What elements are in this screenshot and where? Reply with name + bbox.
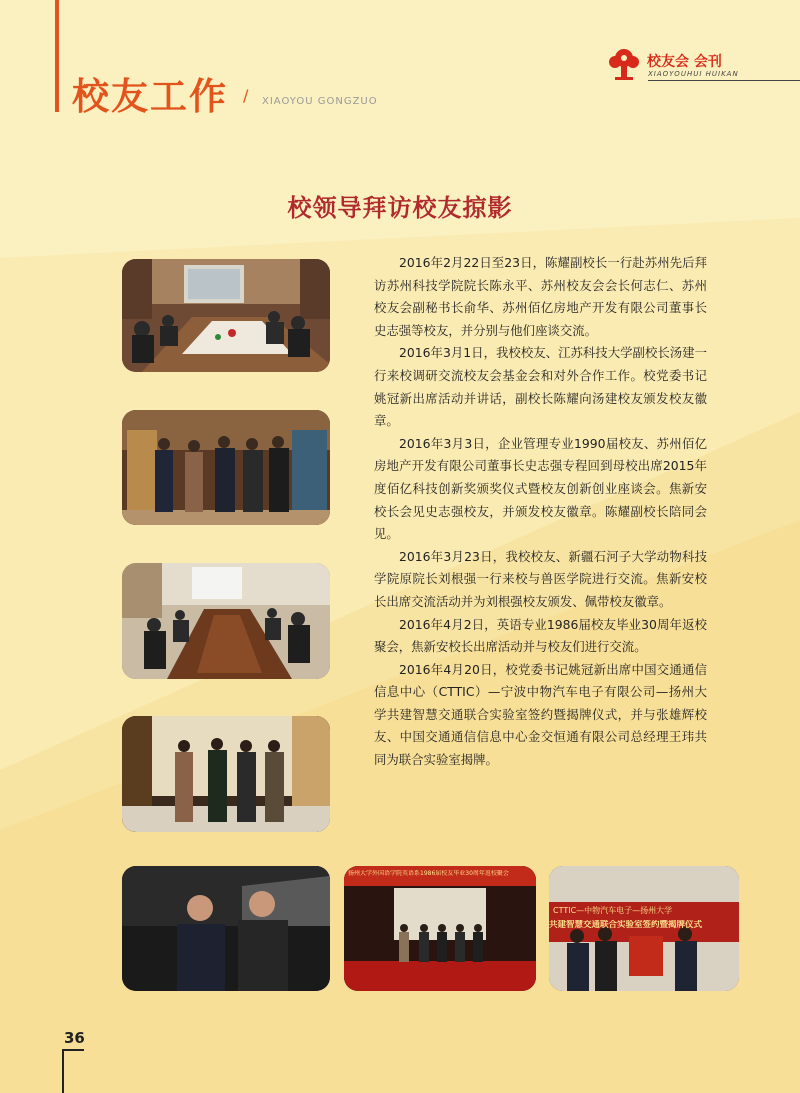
page-number: 36	[64, 1029, 85, 1047]
photo-group-gallery	[122, 410, 330, 525]
paragraph-1: 2016年2月22日至23日，陈耀副校长一行赴苏州先后拜访苏州科技学院院长陈永平、苏州校友会会长何志仁、苏州校友会副秘书长俞华、苏州佰亿房地产开发有限公司董事长史志强等校友，并分别与他们座谈交流。	[374, 255, 707, 338]
paragraph-5: 2016年4月2日，英语专业1986届校友毕业30周年返校聚会，焦新安校长出席活动并与校友们进行交流。	[374, 616, 707, 655]
lab-banner-line1: CTTIC—中物汽车电子—扬州大学	[553, 906, 673, 915]
photo-reunion-stage	[344, 866, 536, 991]
photo-lab-ceremony	[549, 866, 739, 991]
section-slash: /	[243, 86, 249, 105]
section-subtitle: XIAOYOU GONGZUO	[262, 96, 378, 107]
magazine-rule	[648, 80, 800, 81]
paragraph-4: 2016年3月23日，我校校友、新疆石河子大学动物科技学院原院长刘根强一行来校与兽医学院进行交流。焦新安校长出席交流活动并为刘根强校友颁发、佩带校友徽章。	[374, 548, 707, 609]
page-number-rule	[62, 1049, 84, 1051]
header-accent-bar	[55, 0, 59, 112]
photo-meeting-suzhou	[122, 259, 330, 372]
alumni-logo-icon	[605, 47, 643, 81]
photo-conference-table	[122, 563, 330, 679]
photo-group-screen	[122, 716, 330, 832]
section-title: 校友工作	[72, 75, 228, 118]
paragraph-2: 2016年3月1日，我校校友、江苏科技大学副校长汤建一行来校调研交流校友会基金会和对外合作工作。校党委书记姚冠新出席活动并讲话，副校长陈耀向汤建校友颁发校友徽章。	[374, 345, 707, 429]
paragraph-3: 2016年3月3日，企业管理专业1990届校友、苏州佰亿房地产开发有限公司董事长史志强专程回到母校出席2015年度佰亿科技创新奖颁奖仪式暨校友创新创业座谈会。焦新安校长会见史志强校友，并颁发校友徽章。陈耀副校长陪同会见。	[374, 435, 707, 542]
article-body	[374, 252, 707, 772]
photo-two-alumni	[122, 866, 330, 991]
article-title: 校领导拜访校友掠影	[287, 193, 513, 222]
magazine-subtitle: XIAOYOUHUI HUIKAN	[648, 70, 739, 78]
magazine-title: 校友会 会刊	[647, 54, 722, 70]
paragraph-6: 2016年4月20日，校党委书记姚冠新出席中国交通通信信息中心（CTTIC）—宁波中物汽车电子有限公司—扬州大学共建智慧交通联合实验室签约暨揭牌仪式，并与张雄辉校友、中国交通通信信息中心金交恒通有限公司总经理王玮共同为联合实验室揭牌。	[374, 661, 707, 768]
reunion-banner-text: 扬州大学外国语学院英语系1986届校友毕业30周年返校聚会	[348, 870, 509, 877]
lab-banner-line2: 共建智慧交通联合实验室签约暨揭牌仪式	[549, 920, 703, 930]
page-number-rule-vertical	[62, 1049, 64, 1093]
